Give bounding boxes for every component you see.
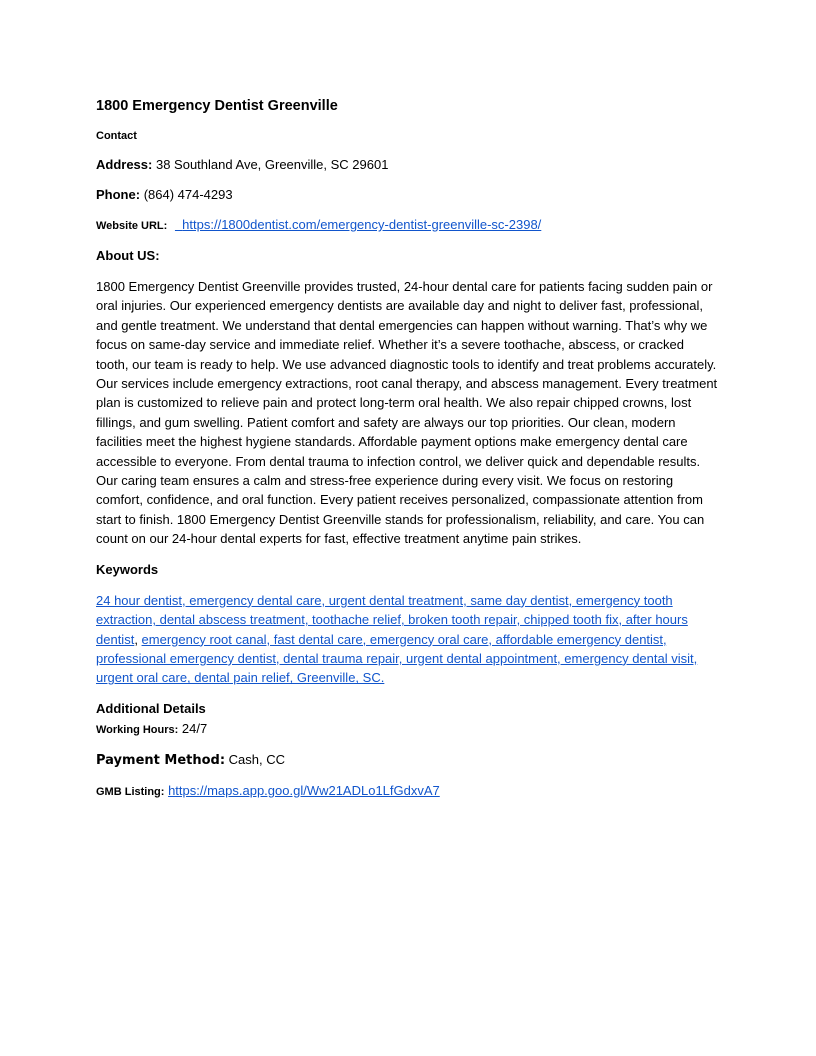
keywords-link-2[interactable]: emergency root canal, fast dental care, emergency oral care, affordable emergency dentist, professional emergency dentist, dental trauma repair, urgent dental appointment, emergency dental visit, urgent oral care, dental pain relief, Greenville, SC. [96, 631, 698, 686]
keywords-link-1[interactable]: 24 hour dentist, emergency dental care, urgent dental treatment, same day dentist, emergency tooth extraction, dental abscess treatment, toothache relief, broken tooth repair, chipped tooth fix, after hours dentist [96, 592, 688, 647]
website-label: Website URL: [96, 220, 168, 232]
payment-method-label: Payment Method: [96, 752, 226, 768]
contact-heading: Contact [96, 130, 137, 142]
working-hours-value: 24/7 [181, 720, 208, 736]
document-page [96, 96, 720, 801]
address-label: Address: [96, 157, 153, 172]
website-link-text: https://1800dentist.com/emergency-dentist-greenville-sc-2398/ [182, 217, 542, 232]
payment-method-row [96, 751, 720, 770]
website-link[interactable] [171, 217, 541, 232]
working-hours-label: Working Hours: [96, 723, 179, 736]
phone-label: Phone: [96, 187, 141, 202]
about-paragraph: 1800 Emergency Dentist Greenville provides trusted, 24-hour dental care for patients facing sudden pain or oral injuries. Our experienced emergency dentists are available day and night to deliver fast, professional, and gentle treatment. We understand that dental emergencies can happen without warning. That’s why we focus on same-day service and immediate relief. Whether it’s a severe toothache, abscess, or cracked tooth, our team is ready to help. We use advanced diagnostic tools to identify and treat problems accurately. Our services include emergency extractions, root canal therapy, and abscess management. Every treatment plan is customized to relieve pain and protect long-term oral health. We also repair chipped crowns, lost fillings, and gum swelling. Patient comfort and safety are always our top priorities. Our clean, modern facilities meet the highest hygiene standards. Affordable payment options make emergency dental care accessible to everyone. From dental trauma to infection control, we deliver quick and dependable results. Our caring team ensures a calm and stress-free experience during every visit. We focus on restoring comfort, confidence, and oral function. Every patient receives personalized, compassionate attention from start to finish. 1800 Emergency Dentist Greenville stands for professionalism, reliability, and care. You can count on our 24-hour dental experts for fast, effective treatment anytime pain strikes. [96, 279, 718, 547]
gmb-listing-link[interactable]: https://maps.app.goo.gl/Ww21ADLo1LfGdxvA7 [168, 782, 440, 798]
document-title: 1800 Emergency Dentist Greenville [96, 98, 338, 114]
keywords-separator: , [134, 631, 142, 647]
keywords-heading: Keywords [96, 561, 159, 577]
working-hours-row [96, 720, 720, 739]
payment-method-value: Cash, CC [228, 751, 286, 767]
gmb-listing-row [96, 782, 720, 801]
additional-details-heading: Additional Details [96, 700, 206, 716]
address-row [96, 156, 720, 174]
about-heading: About US: [96, 248, 160, 263]
phone-row [96, 186, 720, 204]
keywords-paragraph [96, 591, 720, 688]
website-row [96, 216, 720, 235]
phone-value: (864) 474-4293 [143, 187, 233, 202]
gmb-listing-label: GMB Listing: [96, 785, 165, 798]
address-value: 38 Southland Ave, Greenville, SC 29601 [155, 157, 389, 172]
